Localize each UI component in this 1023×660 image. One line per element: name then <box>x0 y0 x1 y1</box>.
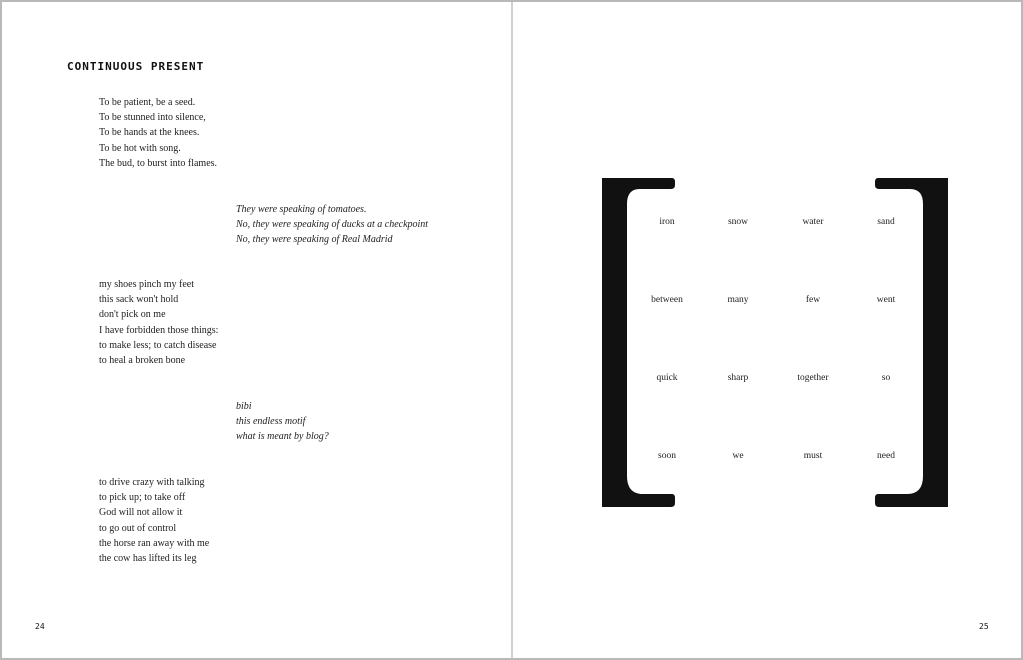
matrix-cell: need <box>877 451 895 461</box>
stanza-line: I have forbidden those things: <box>99 324 219 336</box>
stanza-line: They were speaking of tomatoes. <box>236 204 367 215</box>
stanza-line: to pick up; to take off <box>99 492 186 504</box>
stanza-line: to make less; to catch disease <box>99 339 217 351</box>
matrix-cell: so <box>881 373 891 383</box>
matrix-cell: few <box>805 295 821 305</box>
page-number-left: 24 <box>35 622 45 631</box>
stanza-line: to go out of control <box>99 522 177 534</box>
stanza-line: don't pick on me <box>99 309 166 321</box>
stanza-line: what is meant by blog? <box>236 431 329 443</box>
matrix-row <box>630 295 924 311</box>
stanza-line: To be patient, be a seed. <box>99 97 196 108</box>
matrix-cell: we <box>732 451 744 461</box>
matrix-cell: iron <box>659 217 675 227</box>
matrix-row <box>630 373 924 389</box>
stanza-1 <box>99 95 217 171</box>
stanza-line: this endless motif <box>236 416 306 428</box>
stanza-line: To be hands at the knees. <box>99 127 200 139</box>
stanza-line: to heal a broken bone <box>99 354 186 366</box>
page-number-right: 25 <box>979 622 989 631</box>
right-page <box>513 2 1021 658</box>
stanza-4 <box>236 399 329 445</box>
matrix-cell: water <box>802 217 824 227</box>
stanza-line: the cow has lifted its leg <box>99 552 197 564</box>
stanza-line: God will not allow it <box>99 507 183 519</box>
matrix-cell: between <box>651 295 683 305</box>
stanza-line: The bud, to burst into flames. <box>99 157 218 169</box>
stanza-line: my shoes pinch my feet <box>99 279 194 290</box>
stanza-line: the horse ran away with me <box>99 537 210 549</box>
matrix-row <box>630 217 924 233</box>
matrix-cell: together <box>797 373 829 383</box>
matrix-cell: many <box>727 295 749 305</box>
stanza-line: bibi <box>236 401 252 412</box>
matrix-cell: quick <box>656 373 678 383</box>
stanza-line: No, they were speaking of ducks at a checkpoint <box>236 219 429 231</box>
stanza-2 <box>236 202 428 248</box>
matrix-cell: sand <box>877 217 895 227</box>
stanza-5 <box>99 475 209 566</box>
matrix-cell: soon <box>658 451 676 461</box>
stanza-line: No, they were speaking of Real Madrid <box>236 234 393 246</box>
stanza-3 <box>99 277 218 368</box>
stanza-line: to drive crazy with talking <box>99 477 205 488</box>
matrix-cell: must <box>803 451 823 461</box>
stanza-line: To be stunned into silence, <box>99 112 206 124</box>
poem-title: CONTINUOUS PRESENT <box>67 60 205 73</box>
matrix-row <box>630 451 924 467</box>
stanza-line: this sack won't hold <box>99 294 179 306</box>
left-page <box>2 2 511 658</box>
matrix-cell: snow <box>727 217 749 227</box>
matrix-cell: went <box>876 295 896 305</box>
matrix-cell: sharp <box>727 373 749 383</box>
stanza-line: To be hot with song. <box>99 142 181 154</box>
word-matrix <box>630 217 924 467</box>
